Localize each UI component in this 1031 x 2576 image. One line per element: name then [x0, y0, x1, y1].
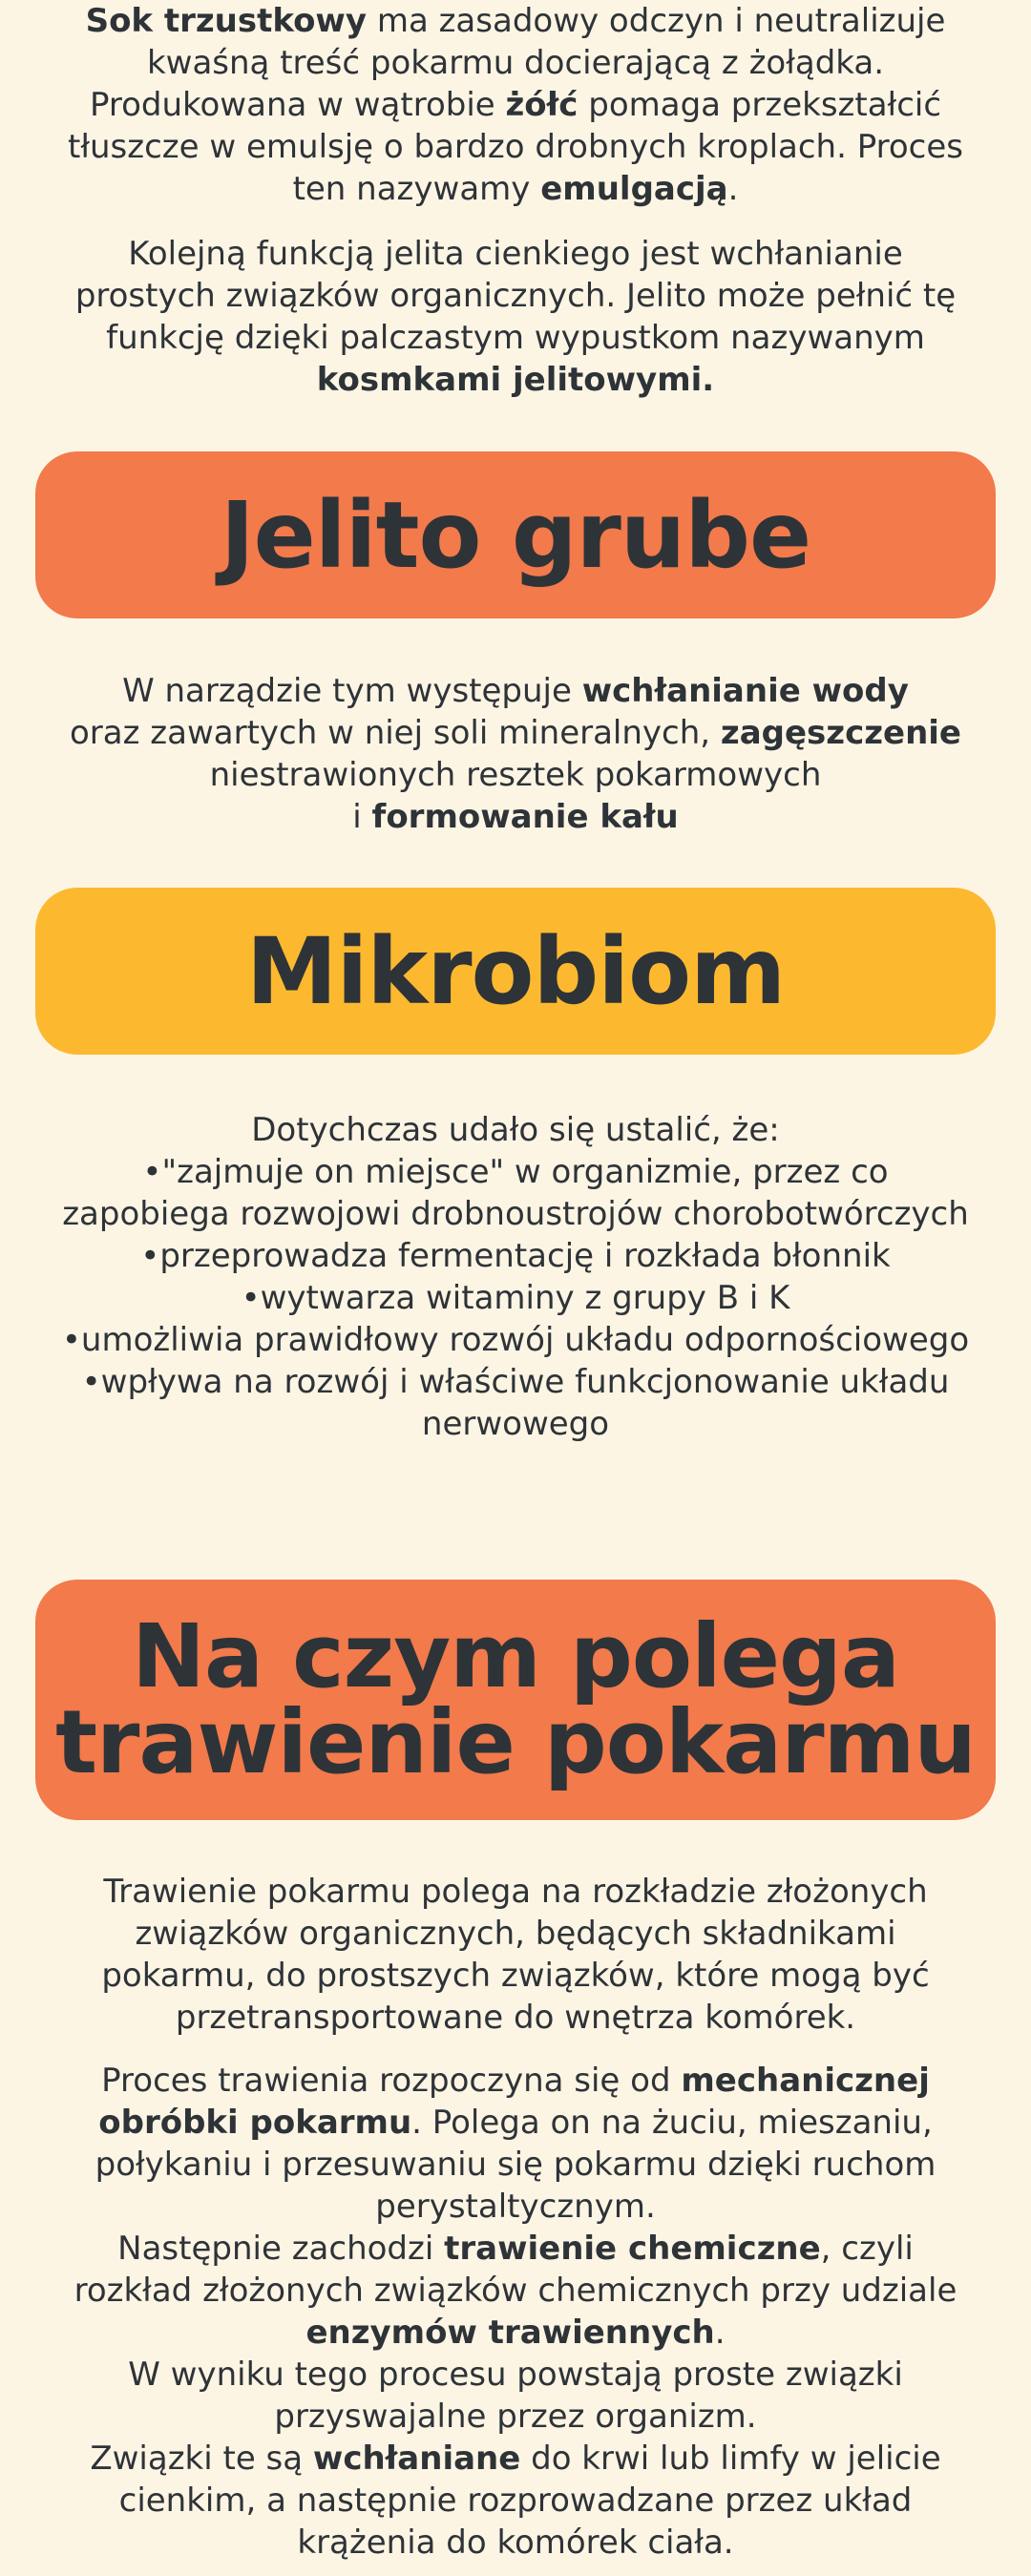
bold-term-wchlaniane: wchłaniane: [312, 2440, 521, 2478]
bold-term-mechaniczna-obrobka: mechanicznej obróbki pokarmu: [98, 2062, 930, 2142]
heading-banner-mikrobiom: [35, 888, 996, 1055]
bold-term-trawienie-chemiczne: trawienie chemiczne: [444, 2230, 821, 2268]
text-span: ma zasadowy odczyn i neutralizuje kwaśną treść pokarmu docierającą z żołądka. Produkowana w wątrobie: [89, 2, 946, 124]
text-span: do krwi lub limfy w jelicie cienkim, a następnie rozprowadzane przez układ krążenia do komórek ciała.: [118, 2440, 941, 2562]
text-span: .: [714, 2314, 726, 2352]
text-span: oraz zawartych w niej soli mineralnych,: [70, 714, 721, 752]
text-span: Związki te są: [90, 2440, 313, 2478]
digestion-process-paragraph: [57, 2060, 974, 2564]
heading-line: trawienie pokarmu: [55, 1691, 976, 1793]
text-span: Proces trawienia rozpoczyna się od: [101, 2062, 682, 2100]
list-item: • przeprowadza fermentację i rozkłada błonnik: [57, 1235, 974, 1277]
bold-term-zolc: żółć: [505, 86, 579, 124]
bold-term-zageszczenie: zagęszczenie: [720, 714, 961, 752]
pancreatic-juice-paragraph: [57, 0, 974, 210]
bold-term-enzymy: enzymów trawiennych: [305, 2314, 715, 2352]
text-span: .: [727, 170, 739, 208]
microbiome-text: [57, 1109, 974, 1445]
large-intestine-paragraph: [57, 670, 974, 838]
text-span: W wyniku tego procesu powstają proste związki przyswajalne przez organizm.: [128, 2356, 903, 2436]
bold-term-kosmki: kosmkami jelitowymi.: [316, 361, 715, 399]
text-span: W narządzie tym występuje: [122, 672, 582, 710]
microbiome-list: [57, 1151, 974, 1445]
bold-term-sok-trzustkowy: Sok trzustkowy: [85, 2, 368, 40]
list-item: • "zajmuje on miejsce" w organizmie, przez co zapobiega rozwojowi drobnoustrojów chorobotwórczych: [57, 1151, 974, 1235]
text-span: pomaga przekształcić tłuszcze w emulsję o bardzo drobnych kroplach. Proces ten nazywamy: [68, 86, 963, 208]
section-heading: Jelito grube: [220, 481, 811, 589]
text-span: , czyli rozkład złożonych związków chemicznych przy udziale: [74, 2230, 957, 2310]
text-span: . Polega on na żuciu, mieszaniu, połykaniu i przesuwaniu się pokarmu dzięki ruchom perystaltycznym.: [95, 2104, 936, 2226]
absorption-paragraph: [57, 233, 974, 401]
text-span: niestrawionych resztek pokarmowych: [209, 756, 822, 794]
bold-term-emulgacja: emulgacją: [540, 170, 728, 208]
heading-banner-jelito-grube: [35, 451, 996, 618]
section-heading: [55, 1605, 976, 1793]
list-item: • wpływa na rozwój i właściwe funkcjonowanie układu nerwowego: [57, 1361, 974, 1445]
text-span: Kolejną funkcją jelita cienkiego jest wchłanianie prostych związków organicznych. Jelito może pełnić tę funkcję dzięki palczastym wypustkom nazywanym: [74, 235, 957, 357]
text-span: Następnie zachodzi: [117, 2230, 445, 2268]
list-item: • umożliwia prawidłowy rozwój układu odpornościowego: [57, 1319, 974, 1361]
list-item: • wytwarza witaminy z grupy B i K: [57, 1277, 974, 1319]
bold-term-wchlanianie-wody: wchłanianie wody: [581, 672, 909, 710]
bold-term-formowanie-kalu: formowanie kału: [371, 798, 679, 836]
digestion-definition-paragraph: Trawienie pokarmu polega na rozkładzie złożonych związków organicznych, będących składnikami pokarmu, do prostszych związków, które mogą być przetransportowane do wnętrza komórek.: [101, 1873, 930, 2037]
section-heading: Mikrobiom: [245, 917, 786, 1025]
heading-line: Na czym polega: [132, 1605, 899, 1707]
heading-banner-trawienie: [35, 1580, 996, 1820]
microbiome-intro: Dotychczas udało się ustalić, że:: [251, 1111, 780, 1149]
text-span: i: [352, 798, 372, 836]
